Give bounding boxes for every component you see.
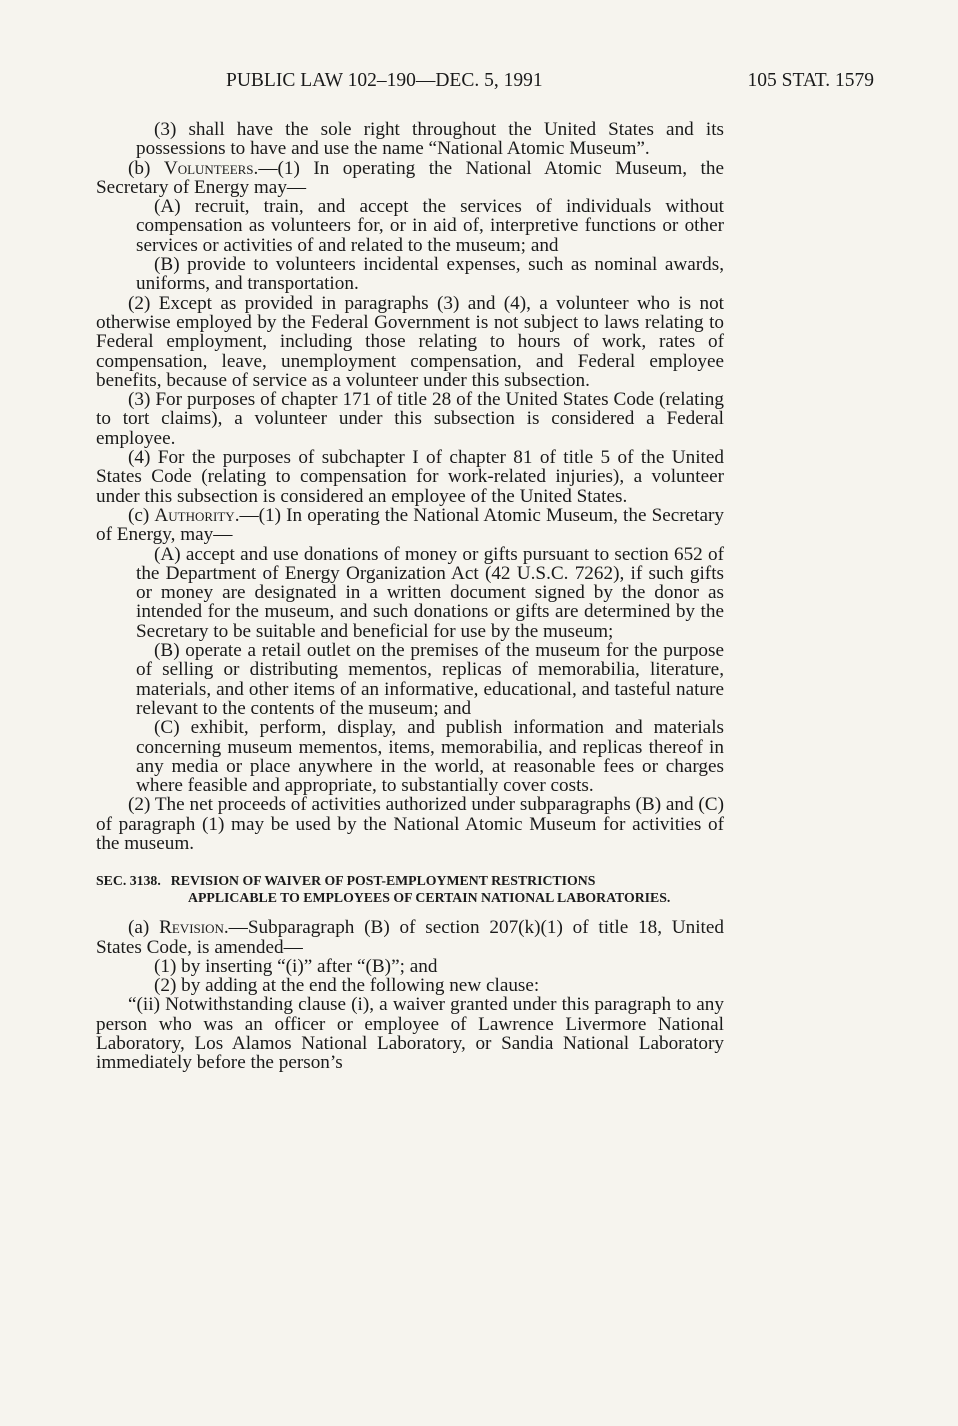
subparagraph-c-C: (C) exhibit, perform, display, and publish information and materials concerning museum mementos, items, memorabilia, and replicas thereof in any media or place anywhere in the world, at reasonable fees or charges where feasible and appropriate, to substantially cover costs.: [136, 717, 724, 797]
subparagraph-b-B: (B) provide to volunteers incidental expenses, such as nominal awards, uniforms, and transportation.: [136, 254, 724, 295]
subsection-b-heading: Volunteers: [163, 157, 254, 179]
subsection-b-volunteers: [96, 159, 724, 198]
paragraph-a-2: (2) by adding at the end the following new clause:: [154, 975, 540, 997]
subsection-c-text: .—(1) In operating the National Atomic Museum, the Secretary of Energy, may—: [96, 504, 725, 546]
section-title-line-2: APPLICABLE TO EMPLOYEES OF CERTAIN NATIONAL LABORATORIES.: [188, 889, 671, 905]
paragraph-a-1: (1) by inserting “(i)” after “(B)”; and: [154, 955, 438, 977]
paragraph-b-2: (2) Except as provided in paragraphs (3) and (4), a volunteer who is not otherwise employed by the Federal Government is not subject to laws relating to Federal employment, including those relating to hours of work, rates of compensation, leave, unemployment compensation, and Federal employee benefits, because of service as a volunteer under this subsection.: [96, 292, 724, 391]
section-3138-heading: [96, 873, 724, 906]
paragraph-c-2: (2) The net proceeds of activities authorized under subparagraphs (B) and (C) of paragraph (1) may be used by the National Atomic Museum for activities of the museum.: [96, 794, 724, 854]
running-header: [226, 66, 874, 96]
section-number: SEC. 3138.: [96, 873, 161, 889]
subsection-a-heading: Revision: [159, 917, 224, 939]
header-title: PUBLIC LAW 102–190—DEC. 5, 1991: [226, 70, 543, 91]
subsection-a-revision: [96, 918, 724, 957]
document-body: [96, 120, 724, 1073]
subsection-a-text: .—Subparagraph (B) of section 207(k)(1) of title 18, United States Code, is amended—: [96, 917, 724, 958]
subsection-c-authority: [96, 506, 724, 545]
paragraph-b-3: (3) For purposes of chapter 171 of title 28 of the United States Code (relating to tort claims), a volunteer under this subsection is considered a Federal employee.: [96, 389, 724, 449]
header-stat-page: 105 STAT. 1579: [747, 70, 874, 91]
paragraph-3-sole-right: (3) shall have the sole right throughout the United States and its possessions to have and use the name “National Atomic Museum”.: [136, 119, 724, 160]
subsection-c-heading: Authority: [154, 504, 235, 526]
subparagraph-c-A: (A) accept and use donations of money or gifts pursuant to section 652 of the Department of Energy Organization Act (42 U.S.C. 7262), if such gifts or money are designated in a written document signed by the donor as intended for the museum, and such donations or gifts are determined by the Secretary to be suitable and beneficial for use by the museum;: [136, 543, 724, 642]
subsection-a-label: (a): [128, 917, 160, 939]
subparagraph-c-B: (B) operate a retail outlet on the premises of the museum for the purpose of selling or distributing mementos, replicas of memorabilia, literature, materials, and other items of an informative, educational, and tasteful nature relevant to the contents of the museum; and: [136, 640, 724, 719]
subsection-b-label: (b): [128, 157, 164, 179]
subparagraph-b-A: (A) recruit, train, and accept the services of individuals without compensation as volunteers for, or in aid of, interpretive functions or other services or activities of and related to the museum; and: [136, 196, 724, 256]
paragraph-b-4: (4) For the purposes of subchapter I of chapter 81 of title 5 of the United States Code (relating to compensation for work-related injuries), a volunteer under this subsection is considered an employee of the United States.: [96, 447, 724, 507]
subsection-b-text: .—(1) In operating the National Atomic Museum, the Secretary of Energy may—: [96, 157, 724, 198]
subsection-c-label: (c): [128, 504, 155, 526]
quoted-clause-ii: “(ii) Notwithstanding clause (i), a waiver granted under this paragraph to any person who was an officer or employee of Lawrence Livermore National Laboratory, Los Alamos National Laboratory, or Sandia National Laboratory immediately before the person’s: [96, 994, 724, 1074]
section-title-line-1: REVISION OF WAIVER OF POST-EMPLOYMENT RESTRICTIONS: [170, 873, 596, 889]
